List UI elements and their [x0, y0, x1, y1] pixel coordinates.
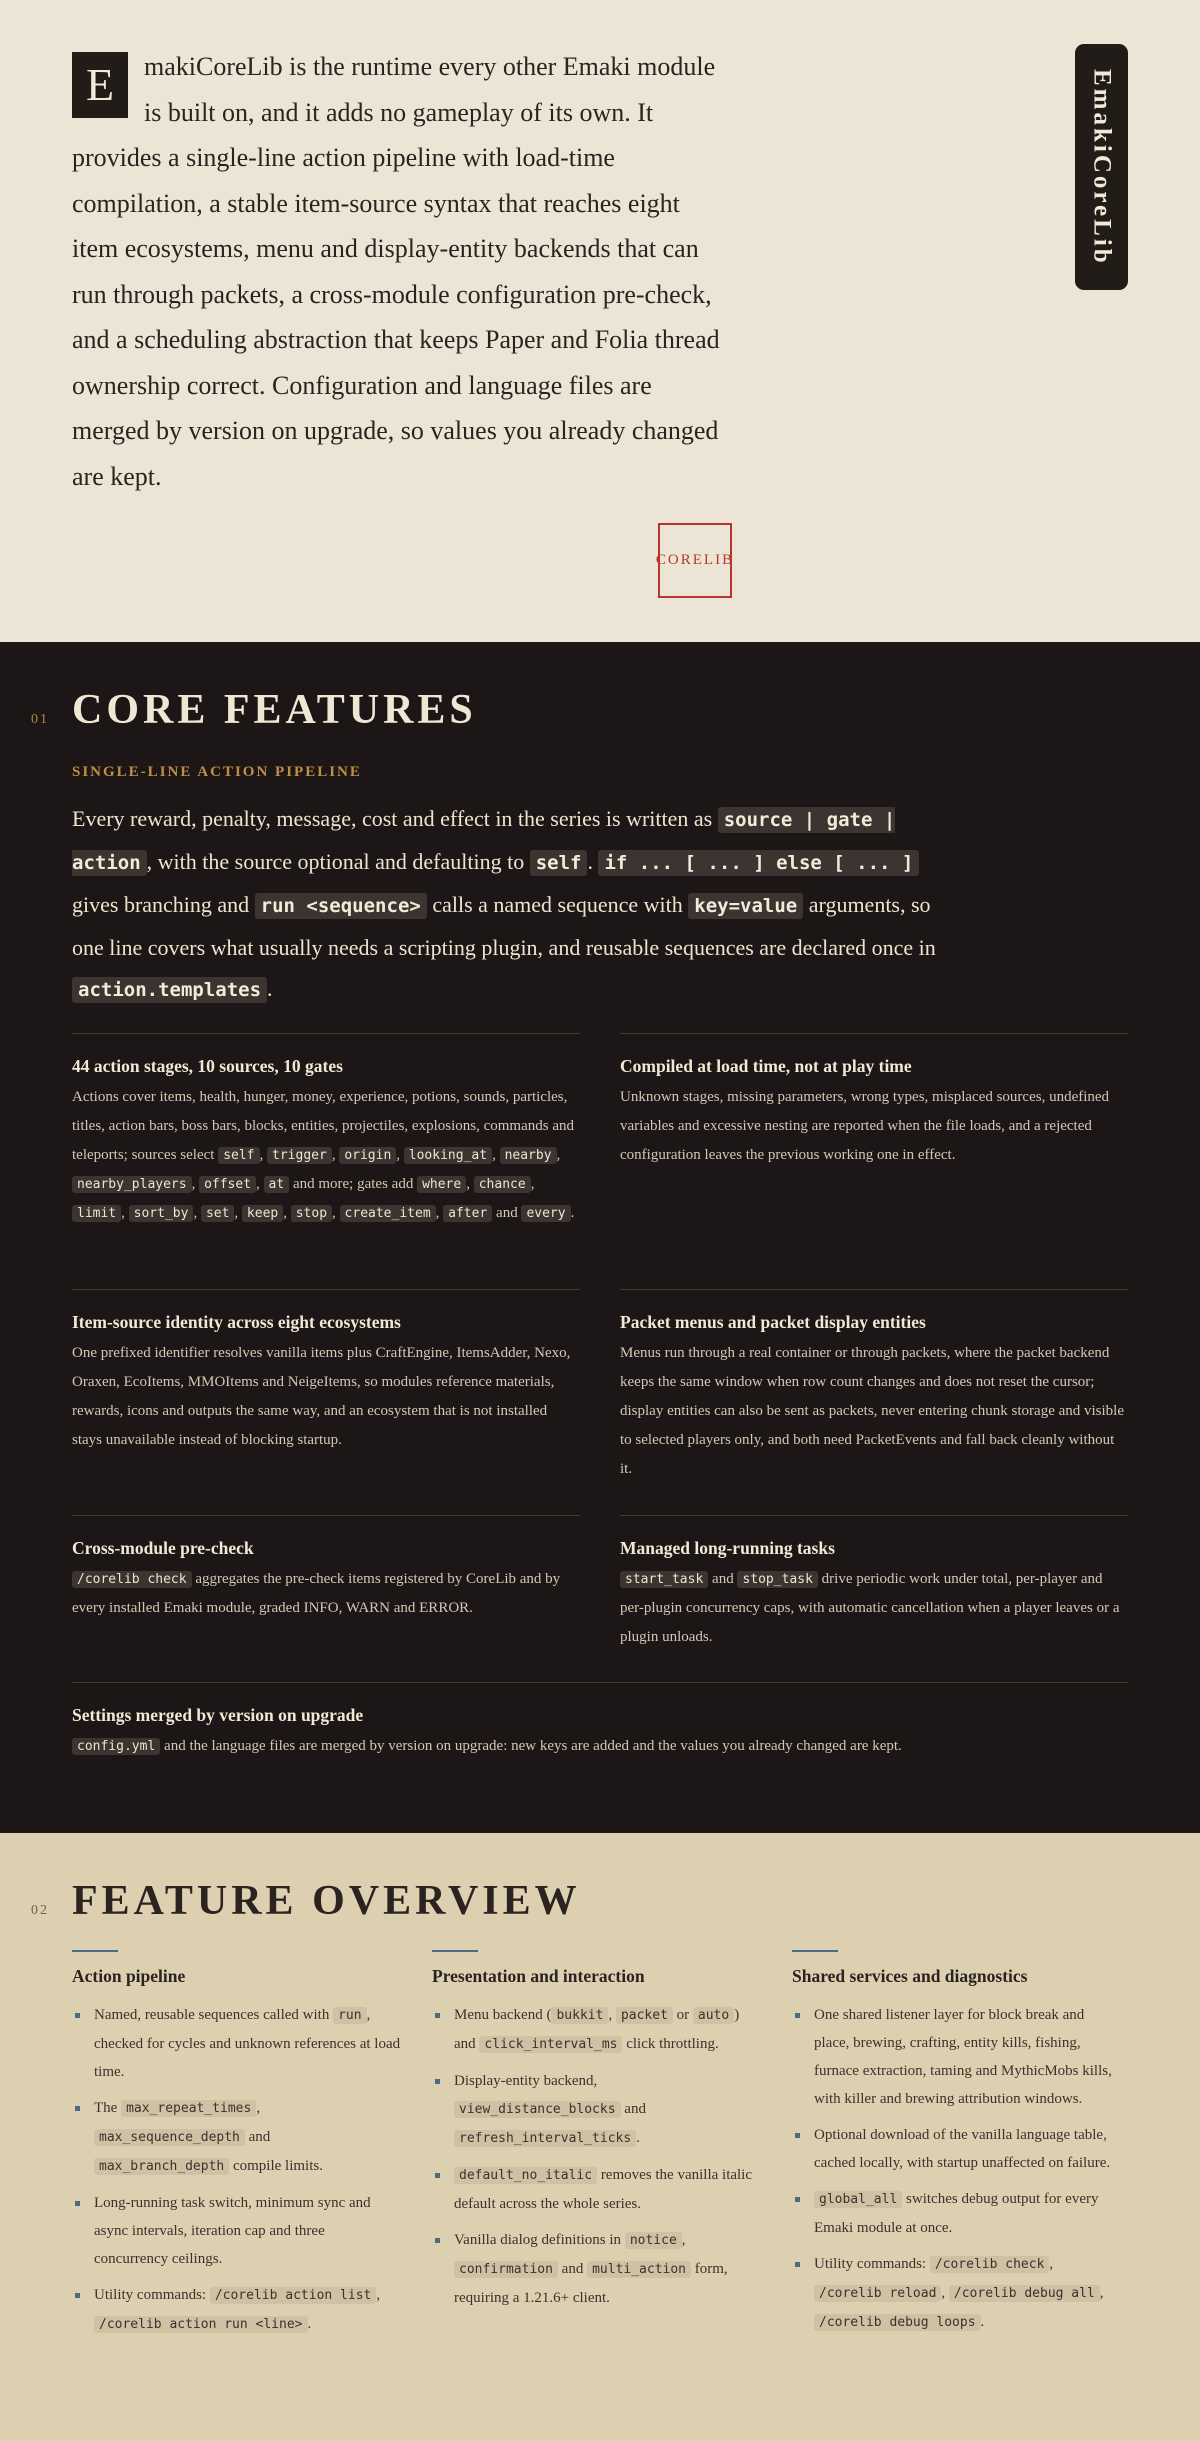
lead-text: , with the source optional and defaulting to	[146, 849, 530, 874]
inline-code: global_all	[814, 2191, 902, 2208]
list-item-text: click throttling.	[622, 2036, 719, 2052]
list-item-text: The	[94, 2100, 122, 2116]
side-title-tab	[1075, 44, 1128, 290]
inline-code: stop	[291, 1205, 332, 1222]
feature-text-part: and the language files are merged by version on upgrade: new keys are added and the values you already changed are kept.	[160, 1738, 902, 1754]
inline-code: set	[201, 1205, 234, 1222]
column-accent-rule	[72, 1950, 118, 1952]
side-title-label: EmakiCoreLib	[1088, 68, 1116, 266]
list-item	[72, 2281, 402, 2339]
list-item-text: One shared listener layer for block break and place, brewing, crafting, entity kills, fishing, furnace extraction, taming and MythicMobs kills, with killer and brewing attribution windows.	[814, 2007, 1112, 2107]
feature-title: Packet menus and packet display entities	[620, 1312, 926, 1332]
lead-text: .	[587, 849, 599, 874]
drop-cap: E	[72, 52, 128, 118]
section-number: 02	[31, 1903, 49, 1918]
list-item-text: Utility commands:	[814, 2256, 930, 2272]
list-item-text: .	[636, 2130, 640, 2146]
list-item	[792, 2001, 1122, 2113]
list-item-text: ,	[1099, 2285, 1104, 2301]
list-item-text: .	[980, 2314, 985, 2330]
inline-code: at	[264, 1176, 290, 1193]
inline-code: /corelib debug loops	[814, 2314, 981, 2331]
feature-title: Managed long-running tasks	[620, 1538, 835, 1558]
inline-code: chance	[474, 1176, 531, 1193]
list-item-text: Utility commands:	[94, 2287, 210, 2303]
inline-code: after	[443, 1205, 492, 1222]
inline-code: offset	[199, 1176, 256, 1193]
feature-title: Cross-module pre-check	[72, 1538, 254, 1558]
column-title: Shared services and diagnostics	[792, 1966, 1028, 1986]
list-item	[72, 2189, 402, 2273]
inline-code: view_distance_blocks	[454, 2101, 621, 2118]
feature-text: Unknown stages, missing parameters, wrong types, misplaced sources, undefined variables and excessive nesting are reported when the file loads, and a rejected configuration leaves the previous working one in effect.	[620, 1089, 1110, 1163]
list-item-text: Optional download of the vanilla language table, cached locally, with startup unaffected on failure.	[814, 2127, 1111, 2171]
inline-code: /corelib action run <line>	[94, 2316, 308, 2333]
list-item-text: form, requiring a 1.21.6+ client.	[454, 2261, 728, 2306]
feature-text	[72, 1732, 1128, 1761]
feature-card-tasks	[620, 1515, 1128, 1652]
column-list	[72, 2001, 402, 2339]
list-item-text: compile limits.	[229, 2158, 323, 2174]
list-item-text: Display-entity backend,	[454, 2073, 598, 2089]
feature-card-settings	[72, 1682, 1128, 1761]
feature-card-packet	[620, 1289, 1128, 1484]
inline-code: config.yml	[72, 1738, 160, 1755]
list-item-text: ) and	[454, 2007, 740, 2052]
inline-code: multi_action	[587, 2261, 691, 2278]
feature-title: Settings merged by version on upgrade	[72, 1705, 364, 1725]
inline-code: trigger	[267, 1147, 332, 1164]
list-item	[72, 2001, 402, 2086]
list-item	[432, 2001, 762, 2059]
inline-code: refresh_interval_ticks	[454, 2130, 636, 2147]
lead-text: Every reward, penalty, message, cost and effect in the series is written as	[72, 806, 718, 831]
inline-code: origin	[339, 1147, 396, 1164]
feature-title: 44 action stages, 10 sources, 10 gates	[72, 1056, 343, 1076]
list-item-text: Named, reusable sequences called with	[94, 2007, 334, 2023]
lead-text: gives branching and	[72, 892, 255, 917]
column-accent-rule	[792, 1950, 838, 1952]
inline-code: click_interval_ms	[479, 2036, 622, 2053]
list-item-text: ,	[256, 2100, 261, 2116]
inline-code: bukkit	[551, 2007, 608, 2024]
feature-card-actions	[72, 1033, 580, 1228]
intro-paragraph	[72, 44, 732, 499]
column-title: Presentation and interaction	[432, 1966, 645, 1986]
lead-paragraph	[72, 798, 952, 1011]
feature-text-part: and more; gates add	[289, 1176, 418, 1192]
list-item-text: ,	[941, 2285, 949, 2301]
inline-code: /corelib reload	[814, 2285, 941, 2302]
inline-code: sort_by	[129, 1205, 194, 1222]
inline-code: if ... [ ... ] else [ ... ]	[598, 850, 919, 876]
inline-code: run	[333, 2007, 366, 2024]
list-item-text: ,	[1049, 2256, 1054, 2272]
list-item-text: ,	[681, 2232, 686, 2248]
inline-code: create_item	[340, 1205, 436, 1222]
list-item	[432, 2161, 762, 2218]
inline-code: /corelib check	[930, 2256, 1050, 2273]
overview-column	[72, 1950, 402, 2347]
inline-code: /corelib action list	[210, 2287, 377, 2304]
overview-column	[792, 1950, 1122, 2345]
inline-code: /corelib check	[72, 1571, 192, 1588]
inline-code: looking_at	[404, 1147, 492, 1164]
inline-code: run <sequence>	[255, 893, 427, 919]
intro-section	[0, 0, 1200, 642]
section-number: 01	[31, 712, 49, 727]
feature-text-part: and	[708, 1571, 738, 1587]
feature-card-item-source	[72, 1289, 580, 1455]
feature-overview-section	[0, 1833, 1200, 2441]
inline-code: max_branch_depth	[94, 2158, 229, 2175]
intro-text: makiCoreLib is the runtime every other Emaki module is built on, and it adds no gameplay of its own. It provides a single-line action pipeline with load-time compilation, a stable item-source syntax that reaches eight item ecosystems, menu and display-entity backends that can run through packets, a cross-module configuration pre-check, and a scheduling abstraction that keeps Paper and Folia thread ownership correct. Configuration and language files are merged by version on upgrade, so values you already changed are kept.	[72, 52, 720, 491]
list-item-text: Vanilla dialog definitions in	[454, 2232, 625, 2248]
lead-text: calls a named sequence with	[426, 892, 689, 917]
feature-text-part: and	[492, 1205, 522, 1221]
list-item-text: and	[557, 2261, 588, 2277]
inline-code: every	[521, 1205, 570, 1222]
inline-code: max_sequence_depth	[94, 2129, 245, 2146]
inline-code: packet	[616, 2007, 673, 2024]
feature-text	[72, 1565, 580, 1623]
feature-text-part: drive periodic work under total, per-player and per-plugin concurrency caps, with automatic cancellation when a player leaves or a plugin unloads.	[620, 1571, 1120, 1645]
list-item-text: and	[244, 2129, 271, 2145]
section-title: FEATURE OVERVIEW	[72, 1878, 581, 1924]
inline-code: keep	[242, 1205, 283, 1222]
list-item	[432, 2067, 762, 2153]
list-item-text: ,	[376, 2287, 381, 2303]
feature-text-part: .	[570, 1205, 575, 1221]
feature-card-compiled	[620, 1033, 1128, 1170]
list-item	[792, 2185, 1122, 2242]
section-title: CORE FEATURES	[72, 687, 477, 733]
inline-code: limit	[72, 1205, 121, 1222]
inline-code: max_repeat_times	[121, 2100, 256, 2117]
list-item-text: removes the vanilla italic default across the whole series.	[454, 2167, 753, 2212]
column-accent-rule	[432, 1950, 478, 1952]
inline-code: auto	[693, 2007, 734, 2024]
feature-text: Menus run through a real container or through packets, where the packet backend keeps the same window when row count changes and does not reset the cursor; display entities can also be sent as packets, never entering chunk storage and visible to selected players only, and both need PacketEvents and fall back cleanly without it.	[620, 1345, 1125, 1477]
list-item-text: Menu backend (	[454, 2007, 552, 2023]
inline-code: default_no_italic	[454, 2167, 597, 2184]
feature-title: Compiled at load time, not at play time	[620, 1056, 912, 1076]
inline-code: source | gate | action	[72, 809, 896, 874]
feature-title: Item-source identity across eight ecosystems	[72, 1312, 401, 1332]
inline-code: start_task	[620, 1571, 708, 1588]
inline-code: notice	[625, 2232, 682, 2249]
list-item	[792, 2250, 1122, 2337]
lead-text: .	[267, 976, 273, 1001]
feature-card-precheck	[72, 1515, 580, 1623]
feature-text-part: Actions cover items, health, hunger, money, experience, potions, sounds, particles, titles, action bars, boss bars, blocks, entities, projectiles, explosions, commands and teleports; sources select	[72, 1089, 574, 1163]
list-item-text: ,	[608, 2007, 616, 2023]
section-kicker: SINGLE-LINE ACTION PIPELINE	[72, 764, 362, 780]
inline-code: nearby_players	[72, 1176, 192, 1193]
list-item-text: , checked for cycles and unknown references at load time.	[94, 2007, 401, 2080]
inline-code: stop_task	[737, 1571, 817, 1588]
column-title: Action pipeline	[72, 1966, 186, 1986]
stamp-label: CORELIB	[655, 552, 735, 568]
inline-code: nearby	[500, 1147, 557, 1164]
feature-text-part: aggregates the pre-check items registered by CoreLib and by every installed Emaki module, graded INFO, WARN and ERROR.	[72, 1571, 561, 1616]
list-item-text: switches debug output for every Emaki module at once.	[814, 2191, 1099, 2236]
inline-code: self	[218, 1147, 259, 1164]
feature-text: Actions cover items, health, hunger, money, experience, potions, sounds, particles, titles, action bars, boss bars, blocks, entities, projectiles, explosions, commands and teleports; sources select self , trigger , origin , looking_at , nearby , nearby_players , offset , at and more; gates add where , chance , limit , sort_by , set , keep , stop , create_item , after and every .	[72, 1089, 575, 1221]
inline-code: confirmation	[454, 2261, 558, 2278]
list-item-text: Long-running task switch, minimum sync and async intervals, iteration cap and three concurrency ceilings.	[94, 2195, 371, 2267]
overview-column	[432, 1950, 762, 2320]
column-list	[792, 2001, 1122, 2337]
corelib-stamp	[655, 523, 735, 598]
inline-code: key=value	[688, 893, 803, 919]
feature-text	[620, 1565, 1128, 1652]
list-item-text: .	[307, 2316, 312, 2332]
list-item-text: or	[672, 2007, 693, 2023]
inline-code: self	[530, 850, 588, 876]
inline-code: /corelib debug all	[949, 2285, 1100, 2302]
lead-text: arguments, so one line covers what usually needs a scripting plugin, and reusable sequences are declared once in	[72, 892, 936, 960]
inline-code: where	[417, 1176, 466, 1193]
list-item	[792, 2121, 1122, 2177]
list-item	[72, 2094, 402, 2181]
inline-code: action.templates	[72, 977, 267, 1003]
list-item-text: and	[620, 2101, 646, 2117]
column-list	[432, 2001, 762, 2312]
list-item	[432, 2226, 762, 2312]
core-features-section	[0, 642, 1200, 1833]
feature-text: One prefixed identifier resolves vanilla items plus CraftEngine, ItemsAdder, Nexo, Oraxen, EcoItems, MMOItems and NeigeItems, so modules reference materials, rewards, icons and outputs the same way, and an ecosystem that is not installed stays unavailable instead of blocking startup.	[72, 1345, 571, 1448]
